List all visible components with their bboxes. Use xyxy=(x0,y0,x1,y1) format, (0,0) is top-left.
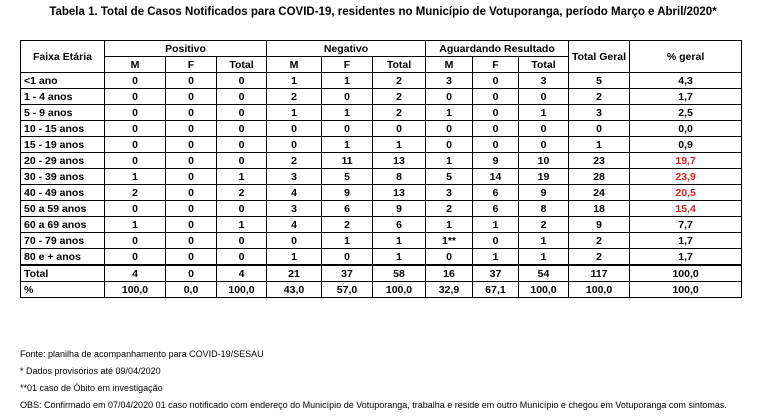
cell-tg: 9 xyxy=(569,217,630,233)
cell-at: 0 xyxy=(519,121,569,137)
cell-tg: 24 xyxy=(569,185,630,201)
table-title: Tabela 1. Total de Casos Notificados para COVID-19, residentes no Município de Votuporanga, período Março e Abril/2020* xyxy=(49,6,717,18)
cell-faixa: 70 - 79 anos xyxy=(21,233,105,249)
note-fonte: Fonte: planilha de acompanhamento para COVID-19/SESAU xyxy=(20,349,264,359)
cell-nt: 1 xyxy=(373,137,426,153)
cell-pt: 0 xyxy=(217,153,267,169)
cell-pf: 0 xyxy=(166,249,217,266)
cell-tg: 2 xyxy=(569,249,630,266)
cell-at: 8 xyxy=(519,201,569,217)
cell-pct: 1,7 xyxy=(630,89,742,105)
cell-faixa: 10 - 15 anos xyxy=(21,121,105,137)
cell-nt: 6 xyxy=(373,217,426,233)
cell-at: 1 xyxy=(519,105,569,121)
cell-pf: 0 xyxy=(166,105,217,121)
cell-nm: 1 xyxy=(267,105,322,121)
cell-nf: 0 xyxy=(322,249,373,266)
note-obito: **01 caso de Óbito em investigação xyxy=(20,383,163,393)
cell-pct: 20,5 xyxy=(630,185,742,201)
percent-row xyxy=(21,282,742,298)
cell-nf: 1 xyxy=(322,233,373,249)
cell-tg: 117 xyxy=(569,265,630,282)
cell-faixa: 15 - 19 anos xyxy=(21,137,105,153)
covid-cases-table xyxy=(20,40,742,298)
cell-pct: 23,9 xyxy=(630,169,742,185)
cell-nf: 9 xyxy=(322,185,373,201)
cell-nm: 0 xyxy=(267,121,322,137)
note-dados-provisorios: * Dados provisórios até 09/04/2020 xyxy=(20,366,161,376)
cell-nt: 0 xyxy=(373,121,426,137)
cell-pt: 0 xyxy=(217,249,267,266)
header-ag-total: Total xyxy=(519,57,569,73)
cell-pm: 0 xyxy=(105,153,166,169)
cell-pm: 4 xyxy=(105,265,166,282)
cell-faixa: 50 a 59 anos xyxy=(21,201,105,217)
cell-pm: 0 xyxy=(105,121,166,137)
cell-pct: 19,7 xyxy=(630,153,742,169)
cell-tg: 5 xyxy=(569,73,630,89)
cell-am: 1 xyxy=(426,217,473,233)
cell-at: 3 xyxy=(519,73,569,89)
cell-faixa: <1 ano xyxy=(21,73,105,89)
cell-nt: 100,0 xyxy=(373,282,426,298)
cell-faixa: Total xyxy=(21,265,105,282)
cell-nm: 0 xyxy=(267,233,322,249)
cell-am: 1** xyxy=(426,233,473,249)
header-pos-total: Total xyxy=(217,57,267,73)
cell-tg: 18 xyxy=(569,201,630,217)
header-neg-total: Total xyxy=(373,57,426,73)
cell-faixa: 40 - 49 anos xyxy=(21,185,105,201)
cell-pf: 0 xyxy=(166,153,217,169)
header-total-geral: Total Geral xyxy=(569,41,630,73)
cell-pt: 0 xyxy=(217,89,267,105)
cell-pm: 0 xyxy=(105,233,166,249)
cell-at: 10 xyxy=(519,153,569,169)
cell-pct: 100,0 xyxy=(630,282,742,298)
cell-pm: 0 xyxy=(105,137,166,153)
cell-pm: 0 xyxy=(105,201,166,217)
cell-pct: 2,5 xyxy=(630,105,742,121)
cell-af: 0 xyxy=(473,73,519,89)
cell-am: 16 xyxy=(426,265,473,282)
cell-nf: 57,0 xyxy=(322,282,373,298)
cell-nm: 3 xyxy=(267,169,322,185)
cell-af: 1 xyxy=(473,249,519,266)
cell-faixa: 1 - 4 anos xyxy=(21,89,105,105)
cell-af: 0 xyxy=(473,89,519,105)
cell-am: 1 xyxy=(426,153,473,169)
cell-nf: 0 xyxy=(322,121,373,137)
cell-pm: 0 xyxy=(105,89,166,105)
cell-pf: 0 xyxy=(166,201,217,217)
table-row xyxy=(21,121,742,137)
cell-am: 0 xyxy=(426,137,473,153)
cell-faixa: 5 - 9 anos xyxy=(21,105,105,121)
table-row xyxy=(21,217,742,233)
cell-pm: 100,0 xyxy=(105,282,166,298)
cell-pf: 0 xyxy=(166,137,217,153)
cell-pm: 2 xyxy=(105,185,166,201)
cell-tg: 100,0 xyxy=(569,282,630,298)
cell-nf: 6 xyxy=(322,201,373,217)
header-positivo: Positivo xyxy=(105,41,267,57)
cell-pf: 0 xyxy=(166,89,217,105)
cell-pt: 100,0 xyxy=(217,282,267,298)
header-pos-m: M xyxy=(105,57,166,73)
cell-nt: 2 xyxy=(373,73,426,89)
cell-pf: 0 xyxy=(166,185,217,201)
cell-tg: 28 xyxy=(569,169,630,185)
cell-nf: 0 xyxy=(322,89,373,105)
cell-nm: 3 xyxy=(267,201,322,217)
cell-tg: 2 xyxy=(569,233,630,249)
header-pct-geral: % geral xyxy=(630,41,742,73)
cell-pct: 1,7 xyxy=(630,249,742,266)
table-row xyxy=(21,249,742,266)
cell-pct: 7,7 xyxy=(630,217,742,233)
cell-nm: 43,0 xyxy=(267,282,322,298)
cell-pf: 0,0 xyxy=(166,282,217,298)
cell-nf: 2 xyxy=(322,217,373,233)
cell-at: 100,0 xyxy=(519,282,569,298)
cell-nm: 1 xyxy=(267,73,322,89)
cell-faixa: 60 a 69 anos xyxy=(21,217,105,233)
cell-pt: 0 xyxy=(217,201,267,217)
cell-af: 1 xyxy=(473,217,519,233)
cell-tg: 23 xyxy=(569,153,630,169)
cell-nt: 58 xyxy=(373,265,426,282)
cell-faixa: 30 - 39 anos xyxy=(21,169,105,185)
cell-pt: 0 xyxy=(217,105,267,121)
cell-af: 9 xyxy=(473,153,519,169)
cell-pt: 1 xyxy=(217,217,267,233)
cell-nt: 1 xyxy=(373,249,426,266)
cell-pm: 1 xyxy=(105,169,166,185)
cell-af: 67,1 xyxy=(473,282,519,298)
cell-af: 37 xyxy=(473,265,519,282)
cell-faixa: % xyxy=(21,282,105,298)
cell-pf: 0 xyxy=(166,121,217,137)
cell-pct: 100,0 xyxy=(630,265,742,282)
cell-nf: 1 xyxy=(322,105,373,121)
header-aguardando: Aguardando Resultado xyxy=(426,41,569,57)
cell-pt: 0 xyxy=(217,233,267,249)
cell-faixa: 20 - 29 anos xyxy=(21,153,105,169)
cell-nt: 1 xyxy=(373,233,426,249)
table-row xyxy=(21,169,742,185)
cell-pct: 1,7 xyxy=(630,233,742,249)
header-faixa: Faixa Etária xyxy=(21,41,105,73)
cell-at: 1 xyxy=(519,249,569,266)
cell-nm: 2 xyxy=(267,153,322,169)
cell-faixa: 80 e + anos xyxy=(21,249,105,266)
cell-nf: 5 xyxy=(322,169,373,185)
cell-af: 0 xyxy=(473,233,519,249)
cell-tg: 2 xyxy=(569,89,630,105)
cell-nf: 1 xyxy=(322,137,373,153)
cell-pf: 0 xyxy=(166,73,217,89)
table-row xyxy=(21,105,742,121)
cell-at: 1 xyxy=(519,233,569,249)
cell-am: 5 xyxy=(426,169,473,185)
cell-af: 0 xyxy=(473,137,519,153)
cell-pt: 1 xyxy=(217,169,267,185)
header-neg-m: M xyxy=(267,57,322,73)
cell-pf: 0 xyxy=(166,217,217,233)
header-neg-f: F xyxy=(322,57,373,73)
cell-af: 6 xyxy=(473,185,519,201)
header-ag-m: M xyxy=(426,57,473,73)
note-obs: OBS: Confirmado em 07/04/2020 01 caso notificado com endereço do Município de Votuporanga, trabalha e reside em outro Município e chegou em Votuporanga com sintomas. xyxy=(20,400,727,410)
cell-nm: 4 xyxy=(267,185,322,201)
cell-am: 2 xyxy=(426,201,473,217)
cell-at: 9 xyxy=(519,185,569,201)
header-negativo: Negativo xyxy=(267,41,426,57)
cell-pt: 0 xyxy=(217,73,267,89)
cell-at: 54 xyxy=(519,265,569,282)
cell-pf: 0 xyxy=(166,233,217,249)
cell-af: 14 xyxy=(473,169,519,185)
cell-am: 0 xyxy=(426,249,473,266)
cell-nt: 13 xyxy=(373,153,426,169)
cell-af: 0 xyxy=(473,105,519,121)
cell-pt: 2 xyxy=(217,185,267,201)
cell-at: 0 xyxy=(519,137,569,153)
header-pos-f: F xyxy=(166,57,217,73)
cell-nt: 8 xyxy=(373,169,426,185)
cell-pm: 0 xyxy=(105,249,166,266)
table-row xyxy=(21,185,742,201)
cell-am: 1 xyxy=(426,105,473,121)
cell-pm: 0 xyxy=(105,73,166,89)
cell-nm: 21 xyxy=(267,265,322,282)
cell-am: 0 xyxy=(426,121,473,137)
cell-nf: 11 xyxy=(322,153,373,169)
cell-pt: 0 xyxy=(217,137,267,153)
cell-nm: 0 xyxy=(267,137,322,153)
table-row xyxy=(21,201,742,217)
cell-tg: 0 xyxy=(569,121,630,137)
cell-af: 6 xyxy=(473,201,519,217)
cell-pt: 4 xyxy=(217,265,267,282)
cell-pct: 4,3 xyxy=(630,73,742,89)
cell-at: 19 xyxy=(519,169,569,185)
cell-am: 3 xyxy=(426,73,473,89)
cell-am: 3 xyxy=(426,185,473,201)
cell-pm: 0 xyxy=(105,105,166,121)
table-row xyxy=(21,137,742,153)
cell-nt: 2 xyxy=(373,89,426,105)
cell-nm: 2 xyxy=(267,89,322,105)
header-ag-f: F xyxy=(473,57,519,73)
cell-nf: 37 xyxy=(322,265,373,282)
cell-nt: 13 xyxy=(373,185,426,201)
total-row xyxy=(21,265,742,282)
cell-tg: 3 xyxy=(569,105,630,121)
cell-pct: 15,4 xyxy=(630,201,742,217)
table-row xyxy=(21,233,742,249)
cell-am: 0 xyxy=(426,89,473,105)
cell-nm: 1 xyxy=(267,249,322,266)
cell-at: 0 xyxy=(519,89,569,105)
table-row xyxy=(21,89,742,105)
cell-pct: 0,0 xyxy=(630,121,742,137)
cell-pm: 1 xyxy=(105,217,166,233)
cell-nt: 2 xyxy=(373,105,426,121)
cell-pf: 0 xyxy=(166,169,217,185)
cell-at: 2 xyxy=(519,217,569,233)
cell-nf: 1 xyxy=(322,73,373,89)
cell-am: 32,9 xyxy=(426,282,473,298)
cell-pct: 0,9 xyxy=(630,137,742,153)
cell-af: 0 xyxy=(473,121,519,137)
cell-tg: 1 xyxy=(569,137,630,153)
cell-nt: 9 xyxy=(373,201,426,217)
cell-pt: 0 xyxy=(217,121,267,137)
table-row xyxy=(21,73,742,89)
cell-nm: 4 xyxy=(267,217,322,233)
table-row xyxy=(21,153,742,169)
cell-pf: 0 xyxy=(166,265,217,282)
